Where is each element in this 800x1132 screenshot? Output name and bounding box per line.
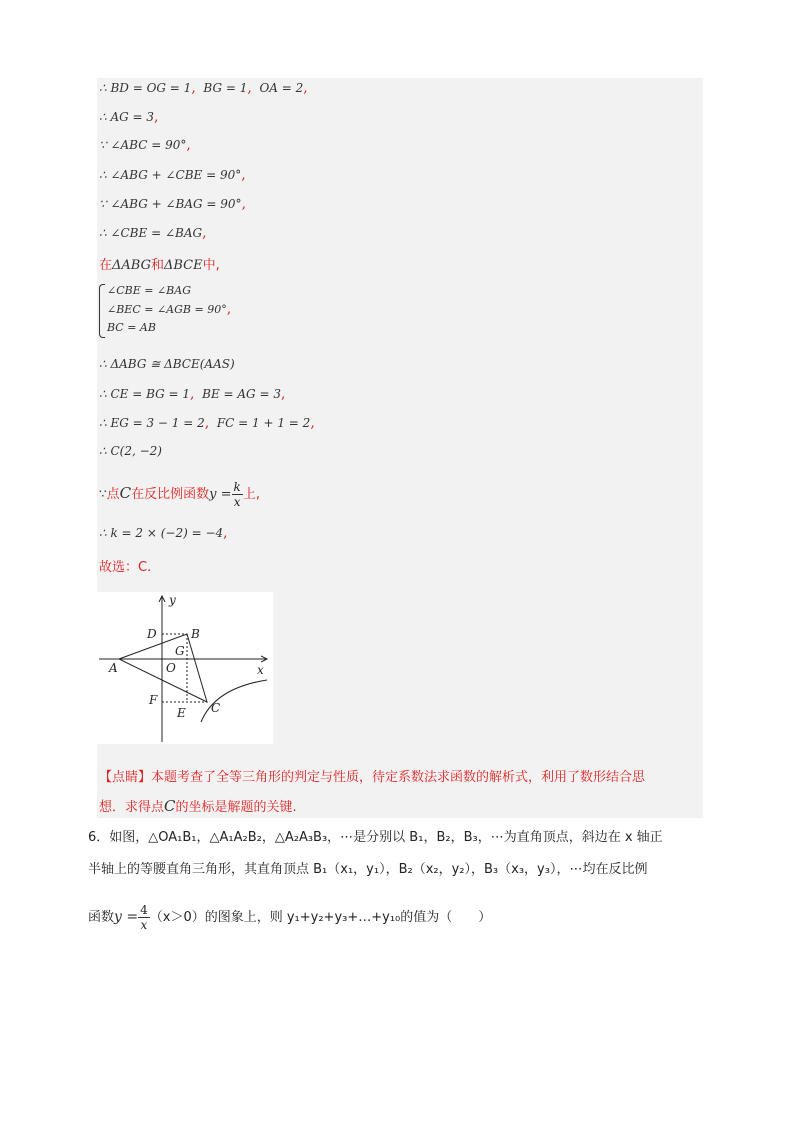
system-eq-1: ∠CBE = ∠BAG <box>107 284 191 297</box>
solution-line-6: ∴ ∠CBE = ∠BAG, <box>99 225 207 241</box>
answer-line <box>99 556 151 575</box>
math-oa: OA = 2 <box>259 81 304 95</box>
label-b: B <box>191 627 200 641</box>
label-d: D <box>147 627 157 641</box>
label-f: F <box>149 693 158 707</box>
solution-line-1: ∴ BD = OG = 1, BG = 1, OA = 2, <box>99 80 308 96</box>
solution-line-12: ∵点C在反比例函数y = $\frac{k}{x}$ 上, <box>99 480 260 509</box>
solution-line-2: ∴ AG = 3, <box>99 109 159 125</box>
comment-line-2: 想．求得点C的坐标是解题的关键. <box>99 797 297 815</box>
system-eq-2: ∠BEC = ∠AGB = 90°, <box>107 301 232 317</box>
label-g: G <box>175 644 185 658</box>
left-brace <box>99 284 105 338</box>
solution-line-4: ∴ ∠ABG + ∠CBE = 90°, <box>99 167 246 183</box>
geometry-svg <box>97 592 273 744</box>
solution-line-11: ∴ C(2, −2) <box>99 444 162 458</box>
solution-line-3: ∵ ∠ABC = 90°, <box>99 137 191 153</box>
label-o: O <box>166 661 176 675</box>
label-e: E <box>177 706 186 720</box>
solution-line-5: ∵ ∠ABG + ∠BAG = 90°, <box>99 196 247 212</box>
solution-line-7: 在ΔABG和ΔBCE中, <box>99 258 220 273</box>
question-line-3: 函数y = $\frac{4}{x}$ （x＞0）的图象上，则 y₁+y₂+y₃+…+y₁₀的值为（ ） <box>88 903 492 932</box>
solution-line-9: ∴ CE = BG = 1, BE = AG = 3, <box>99 386 286 402</box>
solution-line-10: ∴ EG = 3 − 1 = 2, FC = 1 + 1 = 2, <box>99 415 315 431</box>
fraction-4-over-x: $\frac{4}{x}$ <box>140 903 148 932</box>
system-eq-3: BC = AB <box>107 321 156 334</box>
solution-line-8: ∴ ΔABG ≅ ΔBCE(AAS) <box>99 357 235 371</box>
triangle-abc <box>119 634 207 702</box>
label-c: C <box>211 701 221 715</box>
question-line-2: 半轴上的等腰直角三角形，其直角顶点 B₁（x₁，y₁），B₂（x₂，y₂），B₃（x₃，y₃），⋯均在反比例 <box>88 862 648 877</box>
label-x: x <box>257 663 264 677</box>
answer-text: 故选：C. <box>99 560 152 575</box>
math-bg: BG = 1 <box>203 81 248 95</box>
comment-line-1: 【点睛】本题考查了全等三角形的判定与性质，待定系数法求函数的解析式，利用了数形结合思 <box>99 770 646 785</box>
label-y: y <box>169 593 176 607</box>
geometry-figure <box>97 592 273 744</box>
math-bd-og: ∴ BD = OG = 1 <box>99 81 192 95</box>
question-line-1: 6．如图，△OA₁B₁，△A₁A₂B₂，△A₂A₃B₃，⋯是分别以 B₁，B₂，B₃，⋯为直角顶点，斜边在 x 轴正 <box>88 830 663 845</box>
solution-line-13: ∴ k = 2 × (−2) = −4, <box>99 525 228 541</box>
fraction-k-over-x: $\frac{k}{x}$ <box>233 480 241 509</box>
label-a: A <box>109 661 118 675</box>
